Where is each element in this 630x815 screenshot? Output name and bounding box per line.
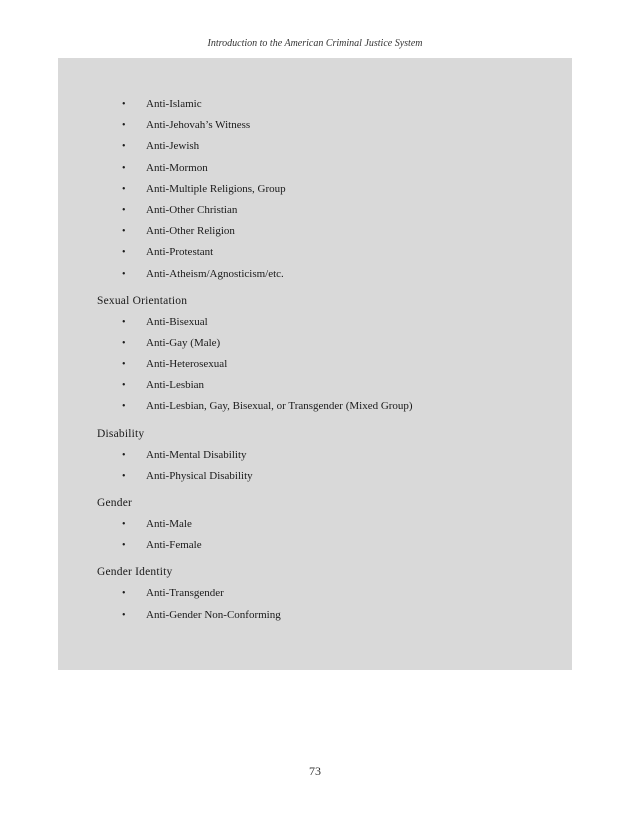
- list-item-text: Anti-Male: [146, 518, 192, 530]
- category-block: [58, 494, 572, 563]
- list-item: [58, 136, 572, 157]
- list-item-text: Anti-Mormon: [146, 161, 208, 174]
- list-item-text: Anti-Gender Non-Conforming: [146, 608, 281, 621]
- bullet-icon: •: [122, 247, 126, 259]
- list-item: [58, 514, 572, 535]
- list-item-text: Anti-Female: [146, 539, 202, 552]
- running-header: Introduction to the American Criminal Justice System: [207, 38, 423, 49]
- list-item: [58, 466, 572, 487]
- list-item: [58, 115, 572, 136]
- category-block: [58, 94, 572, 292]
- bullet-icon: •: [122, 449, 126, 461]
- list-item: [58, 158, 572, 179]
- list-item: [58, 221, 572, 242]
- list-item: [58, 354, 572, 375]
- list-item-text: Anti-Protestant: [146, 246, 214, 259]
- list-item: [58, 200, 572, 221]
- list-item: [58, 264, 572, 285]
- bullet-icon: •: [122, 316, 126, 328]
- bias-category-box: [58, 58, 572, 670]
- list-item: [58, 375, 572, 396]
- sections-container: [58, 94, 572, 626]
- category-block: [58, 563, 572, 625]
- bullet-icon: •: [122, 204, 126, 216]
- bullet-icon: •: [122, 226, 126, 238]
- list-item: [58, 445, 572, 466]
- list-item-text: Anti-Heterosexual: [146, 358, 228, 371]
- list-item: [58, 94, 572, 115]
- bullet-icon: •: [122, 540, 126, 552]
- bullet-icon: •: [122, 183, 126, 195]
- bullet-icon: •: [122, 380, 126, 392]
- bias-item-list: [58, 514, 572, 556]
- bullet-icon: •: [122, 268, 126, 280]
- list-item-text: Anti-Mental Disability: [146, 448, 247, 461]
- list-item-text: Anti-Lesbian, Gay, Bisexual, or Transgender (Mixed Group): [146, 400, 413, 413]
- list-item-text: Anti-Multiple Religions, Group: [146, 182, 286, 195]
- list-item-text: Anti-Other Religion: [146, 225, 235, 238]
- bullet-icon: •: [122, 337, 126, 349]
- bullet-icon: •: [122, 588, 126, 600]
- bullet-icon: •: [122, 519, 126, 530]
- list-item-text: Anti-Jehovah’s Witness: [146, 119, 251, 132]
- list-item-text: Anti-Jewish: [146, 140, 200, 153]
- list-item: [58, 605, 572, 626]
- bias-item-list: [58, 445, 572, 487]
- category-heading: Sexual Orientation: [97, 294, 188, 307]
- category-heading: Disability: [97, 427, 145, 440]
- category-heading: Gender Identity: [97, 566, 173, 579]
- bias-item-list: [58, 312, 572, 418]
- bullet-icon: •: [122, 141, 126, 153]
- list-item: [58, 242, 572, 263]
- bias-item-list: [58, 94, 572, 285]
- list-item-text: Anti-Bisexual: [146, 315, 208, 328]
- list-item: [58, 583, 572, 604]
- bullet-icon: •: [122, 359, 126, 371]
- list-item-text: Anti-Lesbian: [146, 379, 205, 392]
- bias-item-list: [58, 583, 572, 625]
- list-item: [58, 333, 572, 354]
- list-item: [58, 535, 572, 556]
- page-number: 73: [309, 764, 321, 778]
- list-item-text: Anti-Atheism/Agnosticism/etc.: [146, 267, 284, 280]
- list-item: [58, 312, 572, 333]
- list-item: [58, 396, 572, 417]
- category-block: [58, 425, 572, 494]
- bullet-icon: •: [122, 162, 126, 174]
- bullet-icon: •: [122, 401, 126, 413]
- category-heading: Gender: [97, 497, 133, 509]
- list-item: [58, 179, 572, 200]
- bullet-icon: •: [122, 99, 126, 110]
- bullet-icon: •: [122, 609, 126, 621]
- list-item-text: Anti-Islamic: [146, 98, 202, 110]
- list-item-text: Anti-Other Christian: [146, 203, 238, 216]
- bullet-icon: •: [122, 120, 126, 132]
- list-item-text: Anti-Gay (Male): [146, 336, 221, 349]
- list-item-text: Anti-Transgender: [146, 587, 224, 600]
- list-item-text: Anti-Physical Disability: [146, 469, 253, 482]
- category-block: [58, 292, 572, 425]
- bullet-icon: •: [122, 470, 126, 482]
